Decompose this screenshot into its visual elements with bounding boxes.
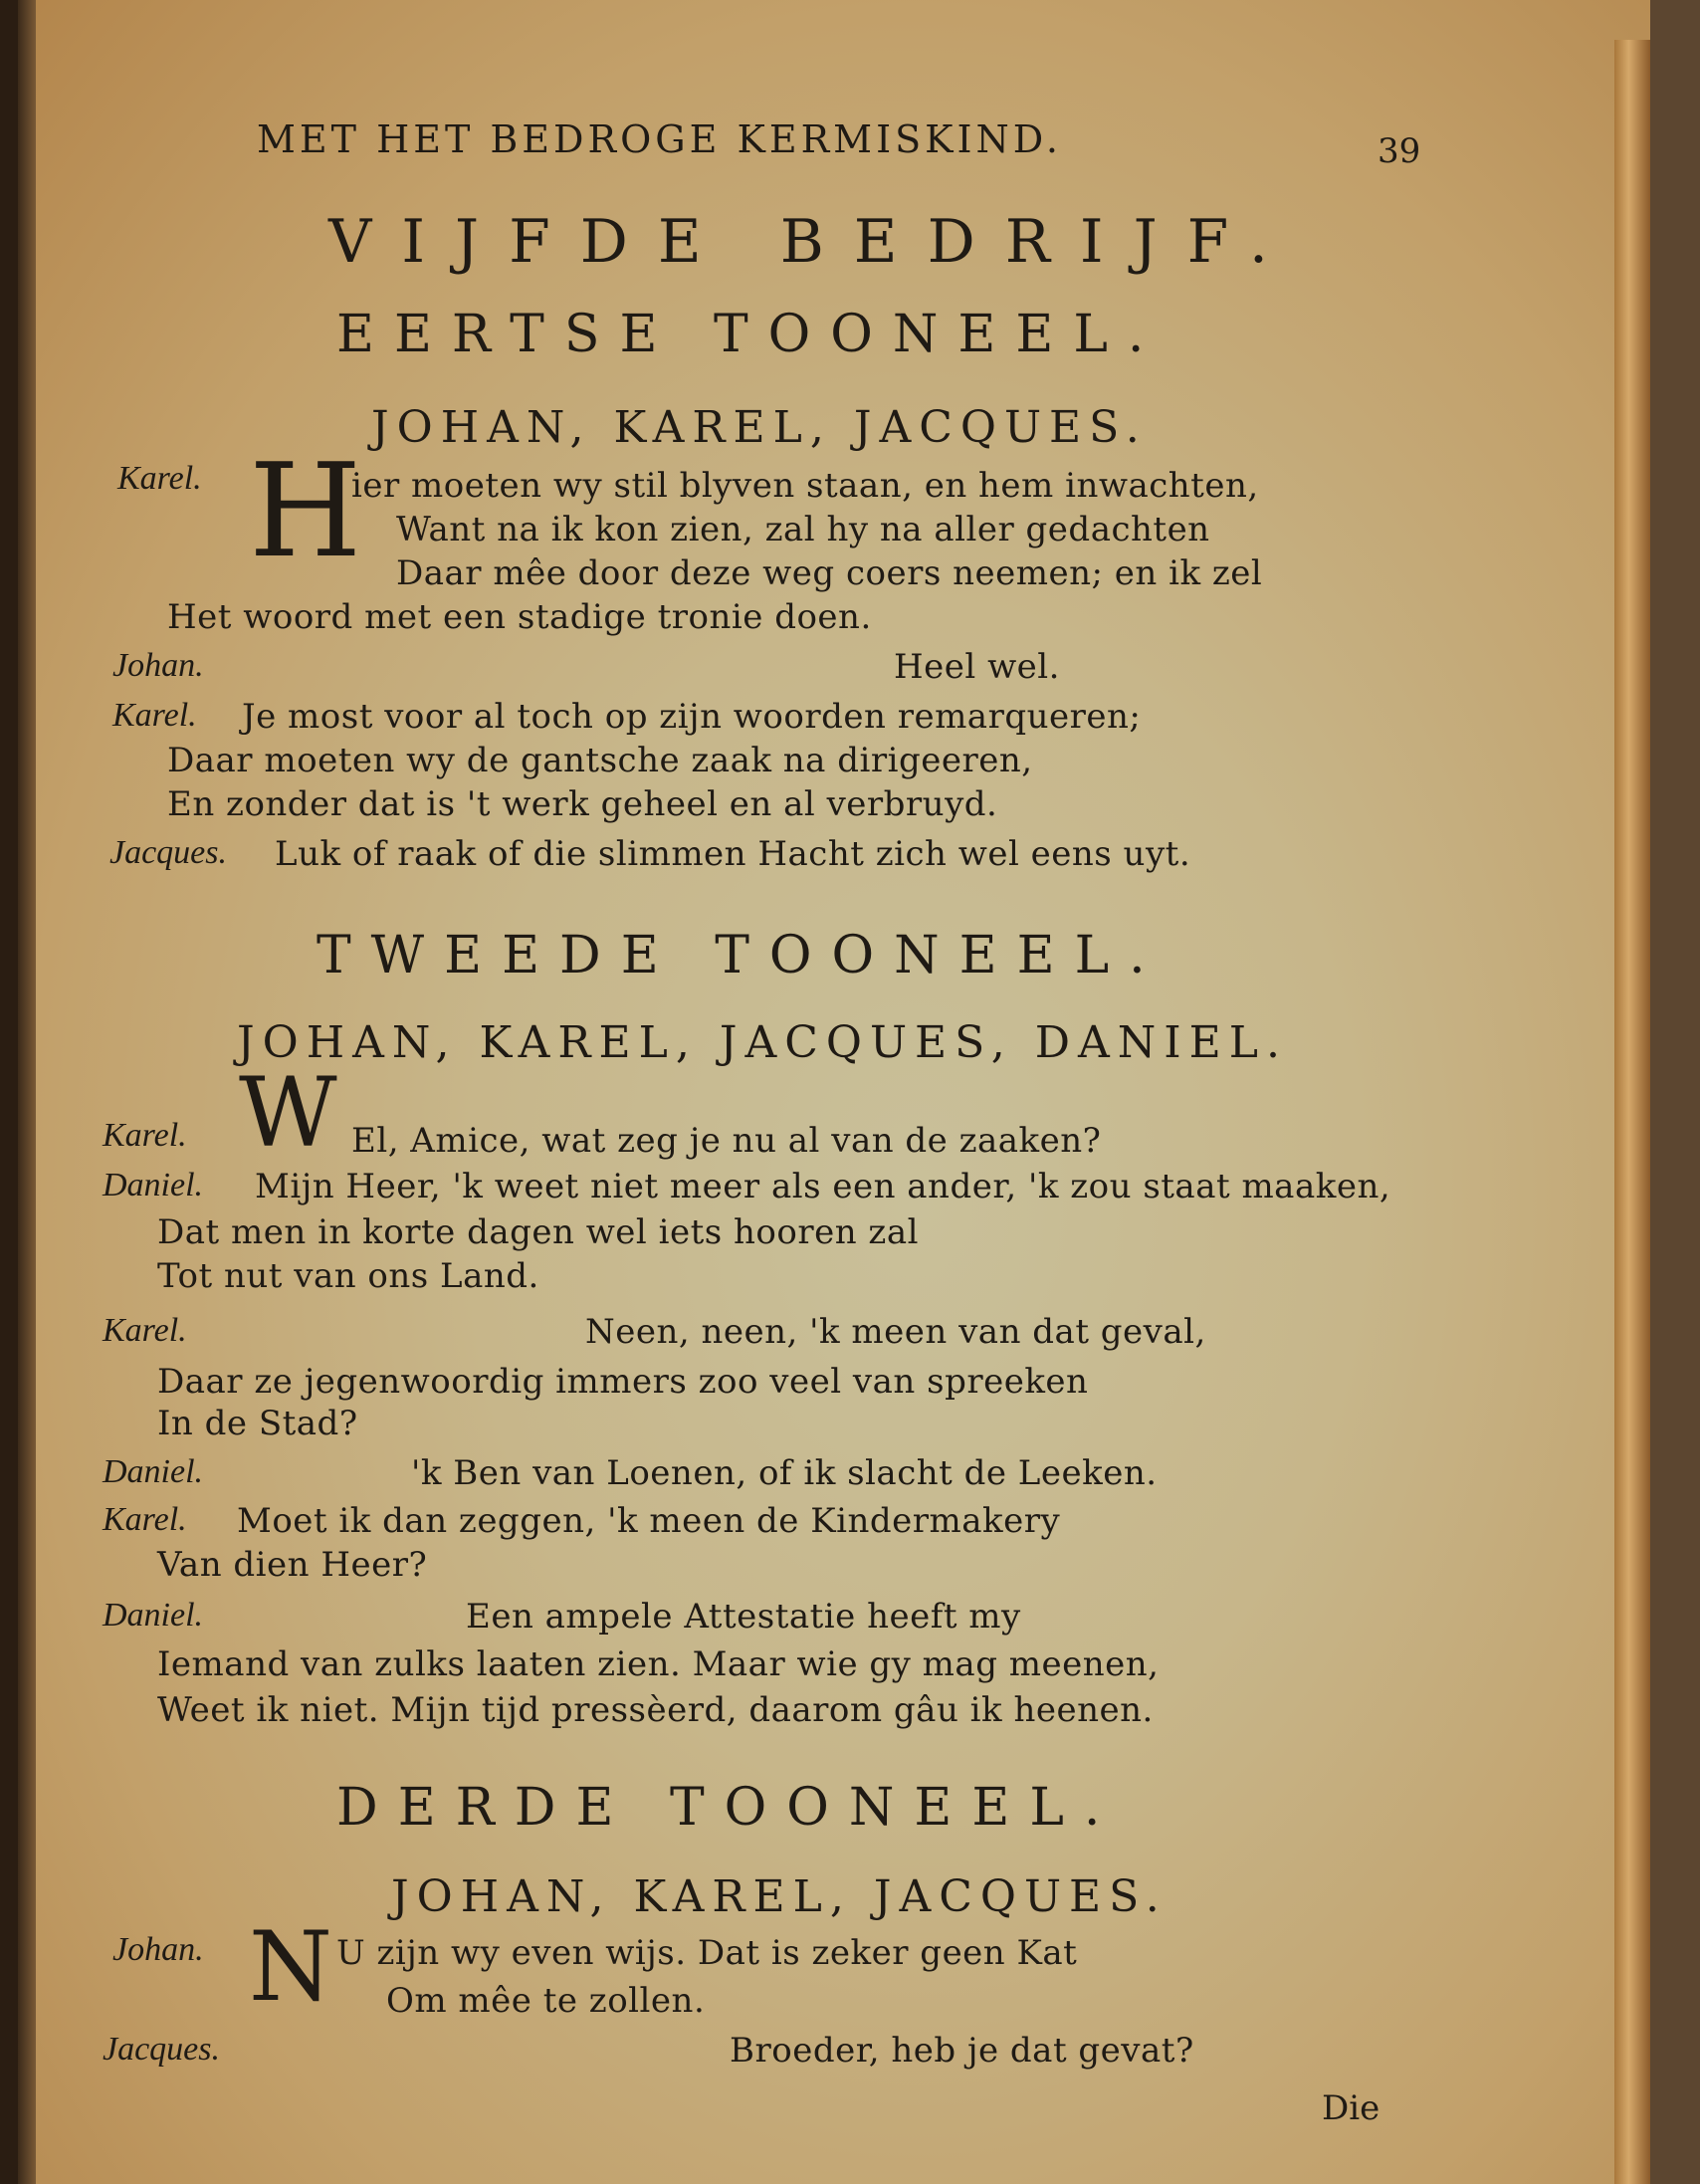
verse-line: Mijn Heer, 'k weet niet meer als een ander, 'k zou staat maaken, <box>255 1167 1391 1206</box>
speaker-label: Daniel. <box>103 1167 204 1203</box>
verse-line: Van dien Heer? <box>157 1545 428 1585</box>
speaker-label: Daniel. <box>103 1453 204 1490</box>
scene1-cast: JOHAN, KAREL, JACQUES. <box>371 402 1148 453</box>
speaker-label: Johan. <box>112 647 204 684</box>
verse-line: Om mêe te zollen. <box>386 1981 706 2021</box>
act-title: VIJFDE BEDRIJF. <box>328 207 1298 277</box>
scene2-title: TWEEDE TOONEEL. <box>317 926 1166 985</box>
verse-line: Het woord met een stadige tronie doen. <box>167 597 872 637</box>
scene2-cast: JOHAN, KAREL, JACQUES, DANIEL. <box>237 1017 1288 1068</box>
page-number: 39 <box>1378 131 1421 171</box>
verse-line: In de Stad? <box>157 1404 358 1443</box>
verse-line: Heel wel. <box>894 647 1060 687</box>
verse-line: Daar mêe door deze weg coers neemen; en ik zel <box>396 553 1263 593</box>
verse-line: Een ampele Attestatie heeft my <box>466 1597 1021 1637</box>
verse-line: Moet ik dan zeggen, 'k meen de Kindermakery <box>237 1501 1061 1541</box>
scene3-cast: JOHAN, KAREL, JACQUES. <box>391 1871 1168 1922</box>
verse-line: ier moeten wy stil blyven staan, en hem inwachten, <box>351 466 1259 506</box>
scene1-title: EERTSE TOONEEL. <box>336 305 1165 364</box>
catchword: Die <box>1322 2088 1381 2128</box>
verse-line: Neen, neen, 'k meen van dat geval, <box>585 1312 1206 1352</box>
verse-line: Je most voor al toch op zijn woorden remarqueren; <box>242 697 1142 737</box>
verse-line: Dat men in korte dagen wel iets hooren zal <box>157 1212 919 1252</box>
verse-line: El, Amice, wat zeg je nu al van de zaaken? <box>351 1121 1102 1161</box>
drop-cap: W <box>239 1057 337 1169</box>
drop-cap: H <box>249 435 362 586</box>
speaker-label: Karel. <box>103 1117 187 1154</box>
verse-line: Iemand van zulks laaten zien. Maar wie gy mag meenen, <box>157 1644 1160 1684</box>
running-head: MET HET BEDROGE KERMISKIND. <box>257 117 1062 161</box>
speaker-label: Jacques. <box>103 2031 221 2068</box>
verse-line: U zijn wy even wijs. Dat is zeker geen Kat <box>336 1933 1078 1973</box>
verse-line: Weet ik niet. Mijn tijd pressèerd, daarom gâu ik heenen. <box>157 1690 1154 1730</box>
background-strip <box>1650 0 1700 2184</box>
speaker-label: Daniel. <box>103 1597 204 1634</box>
verse-line: En zonder dat is 't werk geheel en al verbruyd. <box>167 784 998 824</box>
verse-line: Broeder, heb je dat gevat? <box>730 2031 1194 2071</box>
speaker-label: Karel. <box>103 1312 187 1349</box>
page-edge <box>1614 40 1650 2184</box>
verse-line: Luk of raak of die slimmen Hacht zich wel eens uyt. <box>275 834 1191 874</box>
verse-line: Want na ik kon zien, zal hy na aller gedachten <box>396 510 1210 549</box>
speaker-label: Karel. <box>117 460 202 497</box>
drop-cap: N <box>249 1911 332 2023</box>
book-page <box>18 0 1650 2184</box>
speaker-label: Jacques. <box>109 834 228 871</box>
verse-line: Daar moeten wy de gantsche zaak na dirigeeren, <box>167 741 1033 780</box>
verse-line: Tot nut van ons Land. <box>157 1256 539 1296</box>
verse-line: 'k Ben van Loenen, of ik slacht de Leeken. <box>411 1453 1158 1493</box>
page-gutter <box>18 0 36 2184</box>
speaker-label: Johan. <box>112 1931 204 1968</box>
verse-line: Daar ze jegenwoordig immers zoo veel van spreeken <box>157 1362 1089 1402</box>
scene3-title: DERDE TOONEEL. <box>336 1778 1121 1838</box>
speaker-label: Karel. <box>112 697 197 734</box>
speaker-label: Karel. <box>103 1501 187 1538</box>
